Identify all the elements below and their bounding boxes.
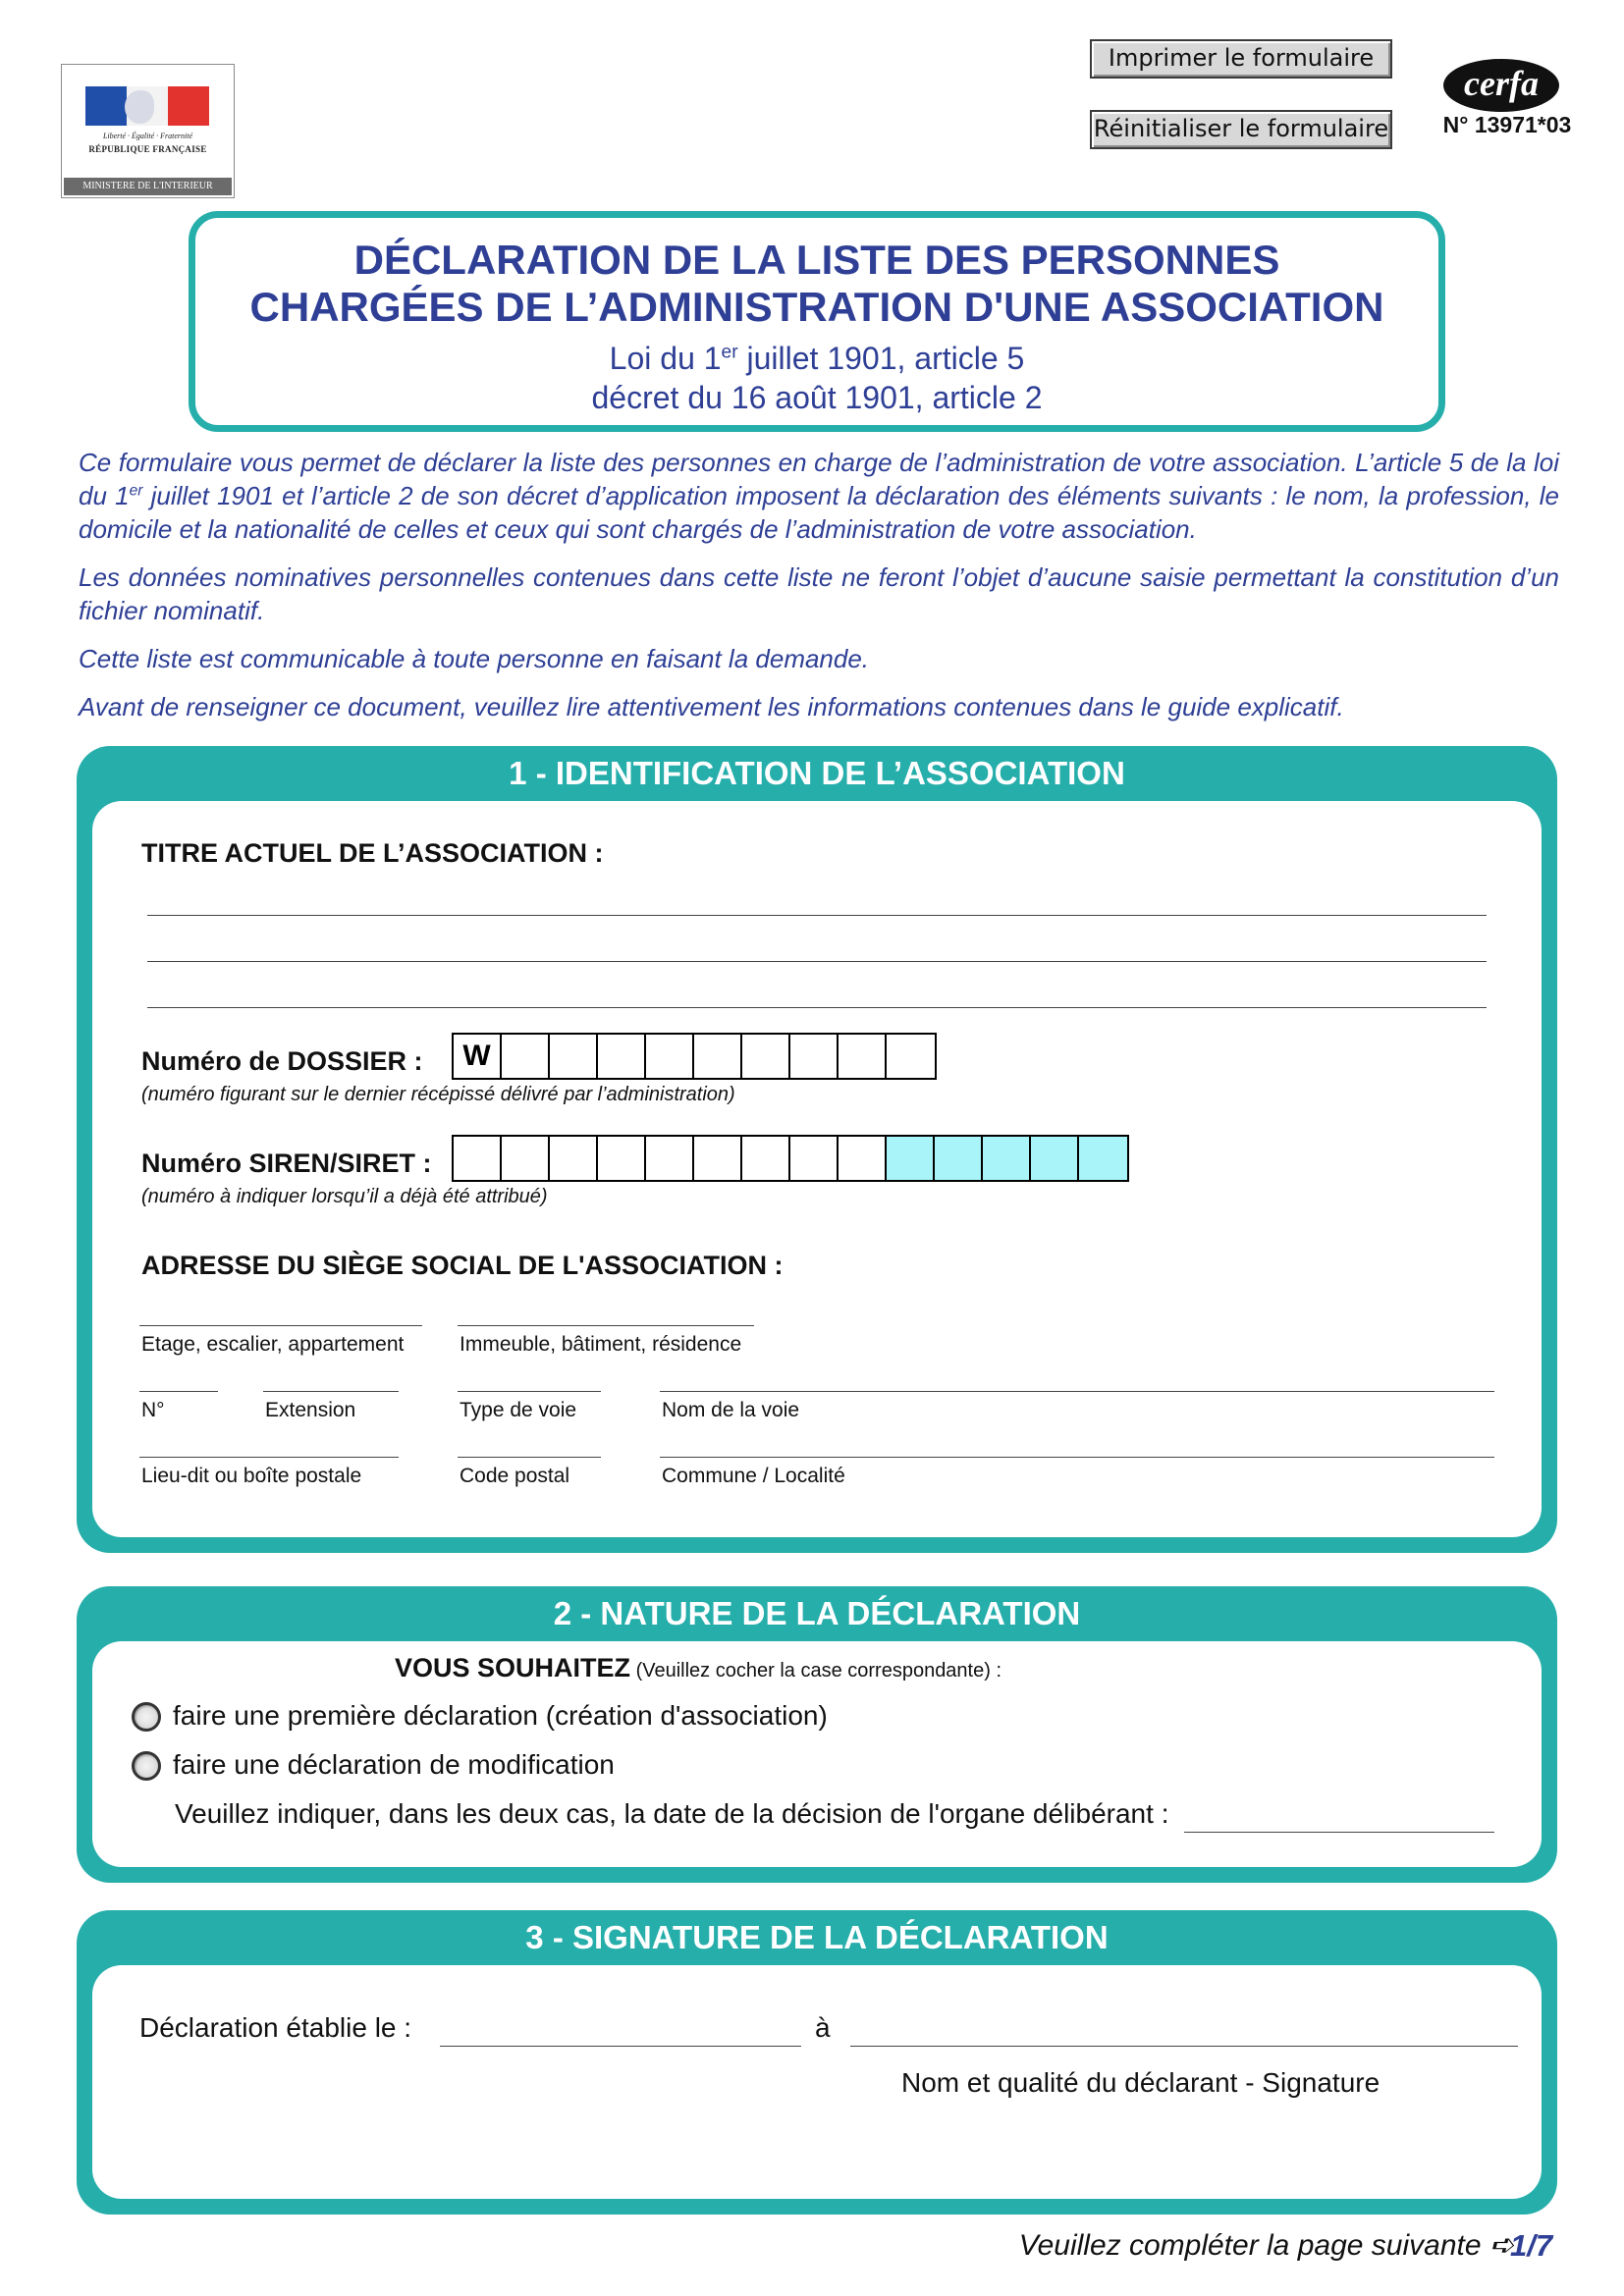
section-2-body <box>92 1641 1542 1867</box>
immeuble-field[interactable] <box>458 1325 754 1326</box>
section-1-heading: 1 - IDENTIFICATION DE L’ASSOCIATION <box>509 755 1125 791</box>
etage-field[interactable] <box>139 1325 422 1326</box>
section-2-heading: 2 - NATURE DE LA DÉCLARATION <box>553 1595 1081 1631</box>
siren-digit-cell[interactable] <box>646 1137 694 1180</box>
first-declaration-radio[interactable] <box>132 1702 161 1732</box>
decision-date-field[interactable] <box>1184 1832 1494 1833</box>
association-title-label: TITRE ACTUEL DE L’ASSOCIATION : <box>141 838 604 868</box>
dossier-digit-cell[interactable] <box>839 1035 887 1078</box>
siren-digit-cell[interactable] <box>839 1137 887 1180</box>
established-place-label: à <box>815 2012 831 2043</box>
lieu-dit-field[interactable] <box>139 1457 399 1458</box>
law-reference: Loi du 1er juillet 1901, article 5 <box>609 341 1025 376</box>
section-signature <box>77 1910 1557 2215</box>
page-title-line1: DÉCLARATION DE LA LISTE DES PERSONNES <box>353 237 1280 283</box>
dossier-digit-cell[interactable] <box>790 1035 839 1078</box>
cerfa-logo: cerfa <box>1443 59 1559 112</box>
siret-digit-cell[interactable] <box>983 1137 1031 1180</box>
dossier-prefix-cell: W <box>454 1035 502 1078</box>
street-number-field[interactable] <box>139 1391 218 1392</box>
dossier-digit-cell[interactable] <box>742 1035 790 1078</box>
postal-code-field[interactable] <box>458 1457 601 1458</box>
dossier-digit-cell[interactable] <box>502 1035 550 1078</box>
siren-digit-cell[interactable] <box>790 1137 839 1180</box>
siren-digit-cell[interactable] <box>550 1137 598 1180</box>
dossier-number-label: Numéro de DOSSIER : <box>141 1046 423 1076</box>
section-identification <box>77 746 1557 1553</box>
logo-republic: RÉPUBLIQUE FRANÇAISE <box>88 144 207 154</box>
established-date-field[interactable] <box>440 2046 801 2047</box>
siren-digit-cell[interactable] <box>454 1137 502 1180</box>
siren-digit-cell[interactable] <box>694 1137 742 1180</box>
established-place-field[interactable] <box>850 2046 1518 2047</box>
section-3-heading: 3 - SIGNATURE DE LA DÉCLARATION <box>525 1919 1109 1955</box>
signature-label: Nom et qualité du déclarant - Signature <box>901 2067 1380 2098</box>
street-name-field[interactable] <box>660 1391 1494 1392</box>
street-name-label: Nom de la voie <box>662 1399 800 1421</box>
modification-declaration-radio[interactable] <box>132 1751 161 1781</box>
section-nature <box>77 1586 1557 1883</box>
reset-form-button[interactable]: Réinitialiser le formulaire <box>1090 110 1392 149</box>
established-date-label: Déclaration établie le : <box>139 2012 412 2043</box>
intro-paragraph-4: Avant de renseigner ce document, veuillez lire attentivement les informations contenues dans le guide explicatif. <box>79 692 1344 721</box>
siren-digit-cell[interactable] <box>502 1137 550 1180</box>
intro-text <box>79 446 1559 738</box>
print-form-button[interactable]: Imprimer le formulaire <box>1090 39 1392 79</box>
postal-code-label: Code postal <box>460 1465 570 1487</box>
decree-reference: décret du 16 août 1901, article 2 <box>591 380 1043 415</box>
declaration-prompt: VOUS SOUHAITEZ (Veuillez cocher la case correspondante) : <box>395 1653 1002 1682</box>
city-label: Commune / Localité <box>662 1465 845 1487</box>
dossier-digit-cell[interactable] <box>598 1035 646 1078</box>
continue-next-page: Veuillez compléter la page suivante ➪ <box>1018 2229 1514 2262</box>
section-3-body <box>92 1965 1542 2199</box>
lieu-dit-label: Lieu-dit ou boîte postale <box>141 1465 362 1487</box>
siren-digit-cell[interactable] <box>598 1137 646 1180</box>
first-declaration-label[interactable]: faire une première déclaration (création d'association) <box>173 1700 828 1731</box>
siren-label: Numéro SIREN/SIRET : <box>141 1148 432 1178</box>
page-number: 1/7 <box>1510 2228 1553 2263</box>
dossier-digit-cell[interactable] <box>694 1035 742 1078</box>
dossier-digit-cell[interactable] <box>887 1035 935 1078</box>
tricolor-flag-icon <box>85 86 209 126</box>
cerfa-number: N° 13971*03 <box>1442 112 1572 137</box>
etage-label: Etage, escalier, appartement <box>141 1333 405 1356</box>
siren-digit-cell[interactable] <box>742 1137 790 1180</box>
dossier-number-note: (numéro figurant sur le dernier récépissé délivré par l’administration) <box>141 1084 735 1105</box>
intro-paragraph-2: Les données nominatives personnelles contenues dans cette liste ne feront l’objet d’aucune saisie permettant la constitution d’un fichier nominatif. <box>79 562 1559 625</box>
dossier-number-input[interactable] <box>452 1033 937 1080</box>
street-type-field[interactable] <box>458 1391 601 1392</box>
siret-digit-cell[interactable] <box>1079 1137 1127 1180</box>
title-box <box>189 211 1445 432</box>
extension-field[interactable] <box>263 1391 399 1392</box>
immeuble-label: Immeuble, bâtiment, résidence <box>460 1333 742 1356</box>
city-field[interactable] <box>660 1457 1494 1458</box>
page-title-line2: CHARGÉES DE L’ADMINISTRATION D'UNE ASSOCIATION <box>249 284 1384 330</box>
section-1-body <box>92 801 1542 1537</box>
street-number-label: N° <box>141 1399 165 1421</box>
extension-label: Extension <box>265 1399 356 1421</box>
decision-date-prompt: Veuillez indiquer, dans les deux cas, la date de la décision de l'organe délibérant : <box>175 1798 1169 1829</box>
siren-note: (numéro à indiquer lorsqu’il a déjà été attribué) <box>141 1186 548 1207</box>
logo-ministry: MINISTERE DE L'INTERIEUR <box>64 178 232 195</box>
dossier-digit-cell[interactable] <box>646 1035 694 1078</box>
street-type-label: Type de voie <box>460 1399 577 1421</box>
siret-digit-cell[interactable] <box>887 1137 935 1180</box>
siren-siret-input[interactable] <box>452 1135 1129 1182</box>
association-title-line-3[interactable] <box>147 1007 1487 1008</box>
intro-paragraph-1: Ce formulaire vous permet de déclarer la liste des personnes en charge de l’administration de votre association. L’article 5 de la loi du 1er juillet 1901 et l’article 2 de son décret d’application imposent la déclaration des éléments suivants : le nom, la profession, le domicile et la nationalité de celles et ceux qui sont chargés de l’administration de votre association. <box>79 448 1559 544</box>
association-title-line-1[interactable] <box>147 915 1487 916</box>
address-label: ADRESSE DU SIÈGE SOCIAL DE L'ASSOCIATION : <box>141 1251 784 1280</box>
association-title-line-2[interactable] <box>147 961 1487 962</box>
dossier-digit-cell[interactable] <box>550 1035 598 1078</box>
logo-motto: Liberté · Égalité · Fraternité <box>102 132 193 140</box>
siret-digit-cell[interactable] <box>1031 1137 1079 1180</box>
siret-digit-cell[interactable] <box>935 1137 983 1180</box>
intro-paragraph-3: Cette liste est communicable à toute personne en faisant la demande. <box>79 644 870 673</box>
modification-declaration-label[interactable]: faire une déclaration de modification <box>173 1749 615 1780</box>
marianne-logo <box>61 64 235 198</box>
